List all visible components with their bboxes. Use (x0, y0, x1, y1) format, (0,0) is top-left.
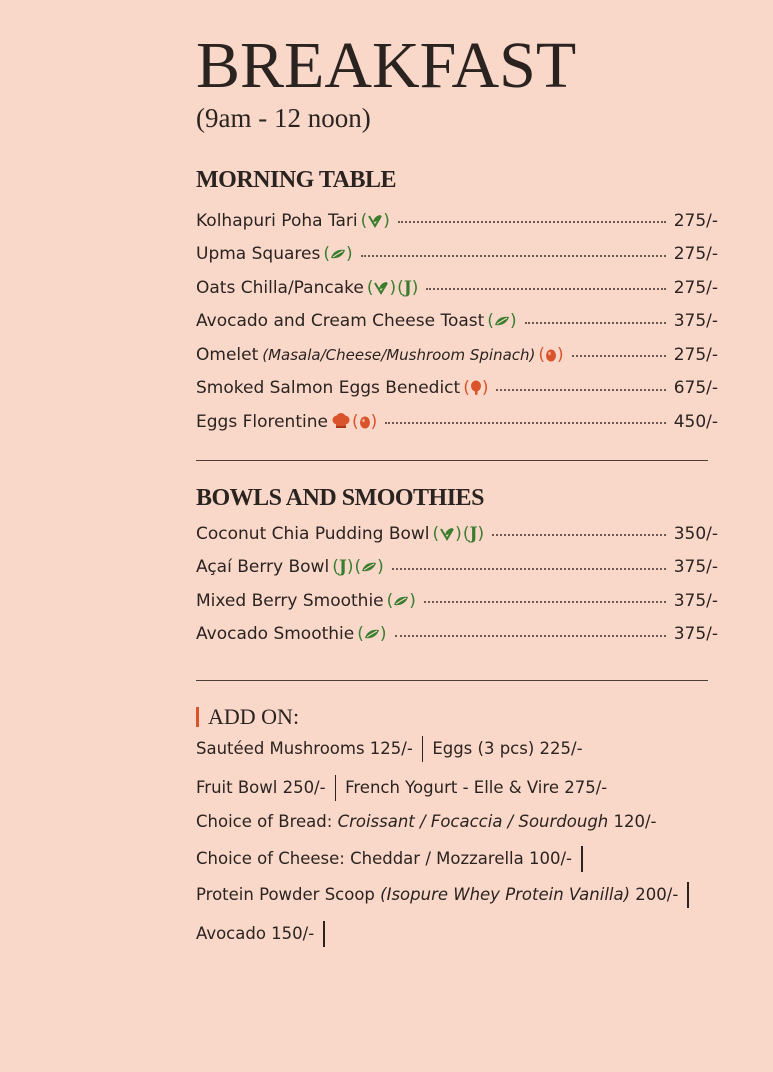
menu-item-price: 450/- (673, 411, 718, 432)
menu-item-name: Açaí Berry Bowl (196, 557, 330, 578)
menu-item (196, 305, 718, 339)
menu-item-tags (433, 523, 485, 545)
add-on-line (196, 736, 583, 762)
dot-leader (392, 567, 666, 570)
menu-item-price: 375/- (673, 311, 718, 332)
section-divider (196, 460, 708, 461)
dot-leader (395, 634, 666, 637)
add-on-separator (581, 846, 583, 872)
dot-leader (572, 354, 666, 357)
menu-item-name: Mixed Berry Smoothie (196, 590, 384, 611)
dot-leader (525, 321, 666, 324)
vegetarian-leaf-icon: ( ) (386, 590, 416, 611)
menu-item-price: 350/- (673, 523, 718, 544)
jain-icon: ( J ) (462, 523, 485, 544)
dot-leader (424, 600, 666, 603)
add-on-line (196, 882, 689, 908)
add-on-item: 120/- (608, 812, 657, 831)
section-title-bowls-and-smoothies: BOWLS AND SMOOTHIES (196, 485, 484, 511)
dot-leader (496, 388, 665, 391)
menu-item-price: 275/- (673, 277, 718, 298)
menu-hours: (9am - 12 noon) (196, 103, 371, 133)
vegetarian-leaf-icon: ( ) (487, 311, 517, 332)
add-on-title: ADD ON: (208, 704, 300, 729)
menu-item-tags (323, 243, 352, 265)
add-on-options: Croissant / Focaccia / Sourdough (337, 812, 609, 831)
menu-item-tags (332, 556, 384, 578)
menu-item-tags (331, 411, 377, 433)
menu-item-price: 675/- (673, 378, 718, 399)
menu-item-tags (487, 310, 516, 332)
egg-icon: ( ) (351, 411, 378, 432)
dot-leader (385, 421, 665, 424)
menu-item-price: 375/- (673, 590, 718, 611)
section-items-morning-table (196, 204, 718, 439)
menu-item-price: 275/- (673, 344, 718, 365)
add-on-line (196, 775, 607, 801)
dot-leader (361, 254, 666, 257)
menu-item-tags (387, 590, 416, 612)
menu-item (196, 584, 718, 618)
menu-item (196, 618, 718, 652)
add-on-separator (335, 775, 337, 801)
menu-item-note: (Masala/Cheese/Mushroom Spinach) (262, 345, 536, 364)
egg-icon: ( ) (538, 344, 564, 365)
add-on-item: Sautéed Mushrooms 125/- (196, 739, 413, 758)
vegan-leaf-icon: ( ) (366, 277, 397, 298)
add-on-item: 200/- (630, 885, 679, 904)
menu-item-name: Avocado and Cream Cheese Toast (196, 311, 485, 332)
menu-item (196, 517, 718, 551)
add-on-line (196, 810, 657, 834)
menu-title: BREAKFAST (196, 29, 577, 102)
add-on-accent-bar (196, 707, 199, 727)
menu-item-name: Omelet (196, 344, 259, 365)
menu-item (196, 405, 718, 439)
add-on-separator (687, 882, 689, 908)
add-on-item: Fruit Bowl 250/- (196, 778, 326, 797)
add-on-item: French Yogurt - Elle & Vire 275/- (345, 778, 608, 797)
jain-icon: ( J ) (397, 277, 419, 298)
menu-item (196, 551, 718, 585)
menu-item-price: 375/- (673, 557, 718, 578)
menu-item-name: Upma Squares (196, 244, 321, 265)
menu-item-name: Smoked Salmon Eggs Benedict (196, 378, 461, 399)
section-title-morning-table: MORNING TABLE (196, 167, 396, 193)
menu-item-tags (538, 344, 563, 366)
menu-item-name: Eggs Florentine (196, 411, 328, 432)
menu-item-price: 375/- (673, 624, 718, 645)
add-on-line (196, 921, 325, 947)
vegetarian-leaf-icon: ( ) (354, 557, 384, 578)
vegetarian-leaf-icon: ( ) (357, 624, 387, 645)
add-on-item: Choice of Cheese: Cheddar / Mozzarella 100/- (196, 849, 572, 868)
add-on-line (196, 846, 583, 872)
menu-item-price: 275/- (673, 244, 718, 265)
jain-icon: ( J ) (332, 557, 354, 578)
add-on-item: Eggs (3 pcs) 225/- (432, 739, 583, 758)
vegan-leaf-icon: ( ) (360, 210, 390, 231)
section-items-bowls-and-smoothies (196, 517, 718, 651)
section-divider (196, 680, 708, 681)
menu-item-name: Kolhapuri Poha Tari (196, 210, 358, 231)
add-on-item: Avocado 150/- (196, 924, 315, 943)
menu-item (196, 271, 718, 305)
dot-leader (426, 287, 665, 290)
menu-item (196, 204, 718, 238)
vegan-leaf-icon: ( ) (432, 523, 462, 544)
dot-leader (492, 533, 666, 536)
chef-hat-icon (331, 411, 351, 433)
menu-item-tags (367, 277, 419, 299)
menu-item-tags (357, 623, 386, 645)
menu-item-name: Coconut Chia Pudding Bowl (196, 523, 430, 544)
menu-item (196, 238, 718, 272)
add-on-options: (Isopure Whey Protein Vanilla) (380, 885, 631, 904)
menu-item-price: 275/- (673, 210, 718, 231)
vegetarian-leaf-icon: ( ) (323, 244, 353, 265)
menu-item (196, 338, 718, 372)
add-on-separator (323, 921, 325, 947)
add-on-item: Choice of Bread: (196, 812, 338, 831)
menu-item-tags (361, 210, 390, 232)
meat-icon: ( ) (463, 378, 489, 399)
menu-item-name: Avocado Smoothie (196, 624, 355, 645)
menu-item-tags (463, 377, 488, 399)
dot-leader (398, 220, 666, 223)
add-on-heading (196, 704, 299, 730)
add-on-separator (422, 736, 424, 762)
add-on-item: Protein Powder Scoop (196, 885, 381, 904)
menu-item-name: Oats Chilla/Pancake (196, 277, 364, 298)
menu-item (196, 372, 718, 406)
